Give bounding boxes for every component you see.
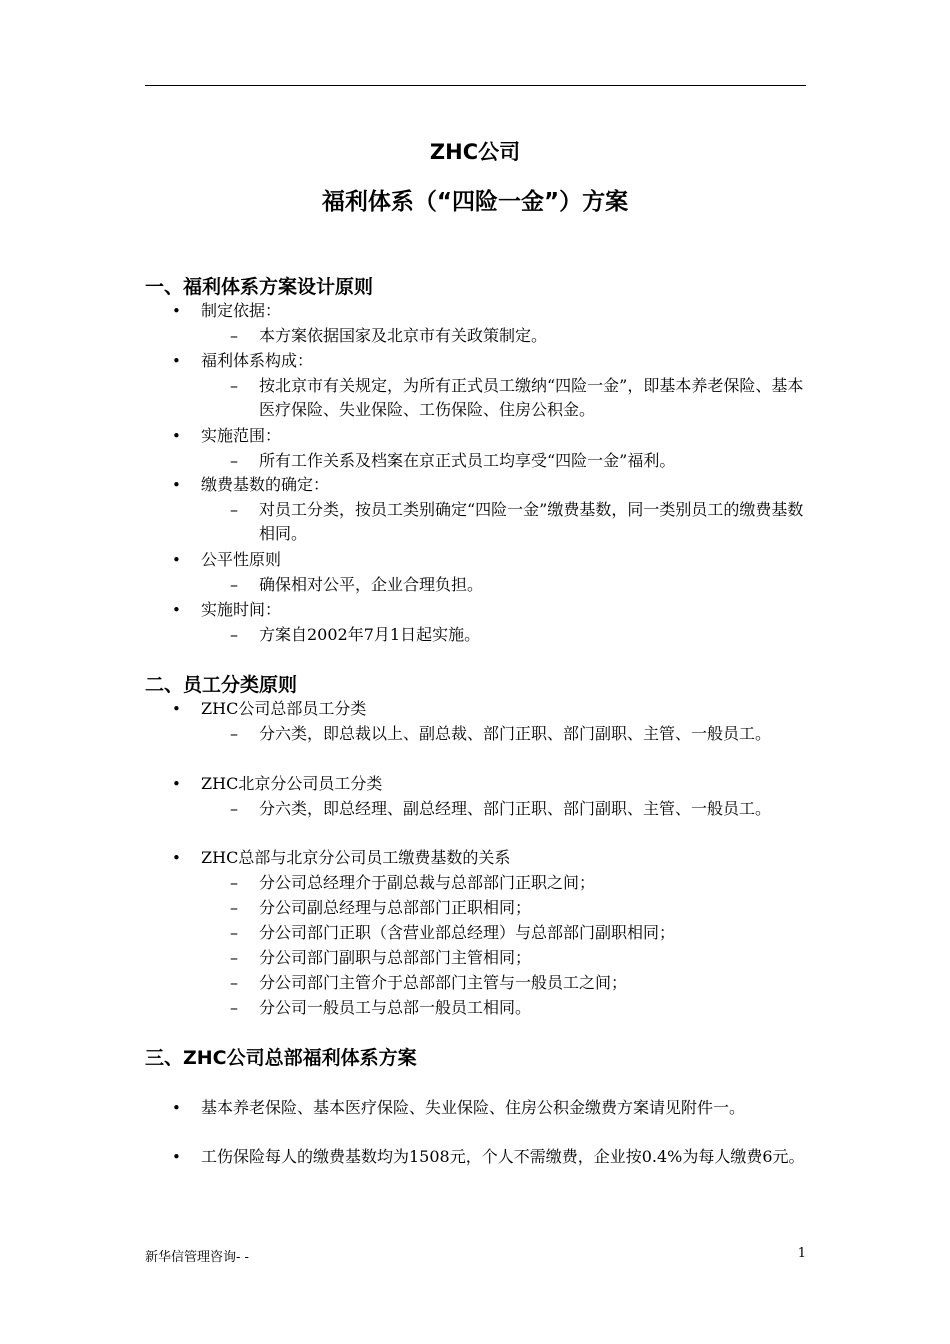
bullet-icon: • <box>172 1148 181 1166</box>
dash-icon: – <box>230 973 238 992</box>
list-item: 基本养老保险、基本医疗保险、失业保险、住房公积金缴费方案请见附件一。 <box>201 1098 746 1117</box>
dash-icon: – <box>230 898 238 917</box>
dash-icon: – <box>230 451 238 470</box>
bullet-icon: • <box>172 849 181 867</box>
dash-icon: – <box>230 326 238 345</box>
sub-item: 确保相对公平，企业合理负担。 <box>259 575 484 594</box>
dash-icon: – <box>230 500 238 519</box>
bullet-icon: • <box>172 352 181 370</box>
dash-icon: – <box>230 575 238 594</box>
bullet-icon: • <box>172 1099 181 1117</box>
dash-icon: – <box>230 948 238 967</box>
dash-icon: – <box>230 625 238 644</box>
section-heading-3: 三、ZHC公司总部福利体系方案 <box>145 1047 417 1069</box>
sub-item: 本方案依据国家及北京市有关政策制定。 <box>259 326 548 345</box>
bullet-icon: • <box>172 601 181 619</box>
sub-item: 分六类，即总裁以上、副总裁、部门正职、部门副职、主管、一般员工。 <box>259 724 772 743</box>
sub-item: 分公司部门正职（含营业部总经理）与总部部门副职相同； <box>259 923 676 942</box>
list-item: 实施时间： <box>201 600 282 619</box>
bullet-icon: • <box>172 775 181 793</box>
sub-item: 所有工作关系及档案在京正式员工均享受“四险一金”福利。 <box>259 451 676 470</box>
list-item: 制定依据： <box>201 301 282 320</box>
list-item: 缴费基数的确定： <box>201 475 330 494</box>
sub-item: 按北京市有关规定，为所有正式员工缴纳“四险一金”，即基本养老保险、基本医疗保险、失业保险、工伤保险、住房公积金。 <box>259 376 804 419</box>
sub-item: 分公司总经理介于副总裁与总部部门正职之间； <box>259 873 596 892</box>
sub-item: 方案自2002年7月1日起实施。 <box>259 625 481 644</box>
dash-icon: – <box>230 998 238 1017</box>
header-rule <box>145 85 806 86</box>
sub-item: 分公司一般员工与总部一般员工相同。 <box>259 998 532 1017</box>
dash-icon: – <box>230 799 238 818</box>
list-item: 公平性原则 <box>201 550 282 569</box>
section-heading-1: 一、福利体系方案设计原则 <box>145 276 374 298</box>
dash-icon: – <box>230 873 238 892</box>
dash-icon: – <box>230 923 238 942</box>
sub-item: 分公司部门主管介于总部部门主管与一般员工之间； <box>259 973 628 992</box>
sub-item: 分公司部门副职与总部部门主管相同； <box>259 948 532 967</box>
list-item: 福利体系构成： <box>201 351 314 370</box>
sub-item: 对员工分类，按员工类别确定“四险一金”缴费基数，同一类别员工的缴费基数相同。 <box>259 500 804 543</box>
bullet-icon: • <box>172 302 181 320</box>
dash-icon: – <box>230 376 238 395</box>
bullet-icon: • <box>172 700 181 718</box>
footer-company: 新华信管理咨询- - <box>145 1250 249 1265</box>
sub-item: 分六类，即总经理、副总经理、部门正职、部门副职、主管、一般员工。 <box>259 799 772 818</box>
doc-title-company: ZHC公司 <box>429 140 521 164</box>
list-item: ZHC总部与北京分公司员工缴费基数的关系 <box>201 848 511 867</box>
list-item: ZHC公司总部员工分类 <box>201 699 367 718</box>
bullet-icon: • <box>172 427 181 445</box>
sub-item: 分公司副总经理与总部部门正职相同； <box>259 898 532 917</box>
list-item: 实施范围： <box>201 426 282 445</box>
bullet-icon: • <box>172 551 181 569</box>
page-number: 1 <box>797 1246 806 1261</box>
dash-icon: – <box>230 724 238 743</box>
bullet-icon: • <box>172 476 181 494</box>
list-item: 工伤保险每人的缴费基数均为1508元，个人不需缴费，企业按0.4%为每人缴费6元。 <box>201 1147 805 1166</box>
list-item: ZHC北京分公司员工分类 <box>201 774 383 793</box>
doc-title-main: 福利体系（“四险一金”）方案 <box>321 189 629 215</box>
section-heading-2: 二、员工分类原则 <box>145 674 298 696</box>
